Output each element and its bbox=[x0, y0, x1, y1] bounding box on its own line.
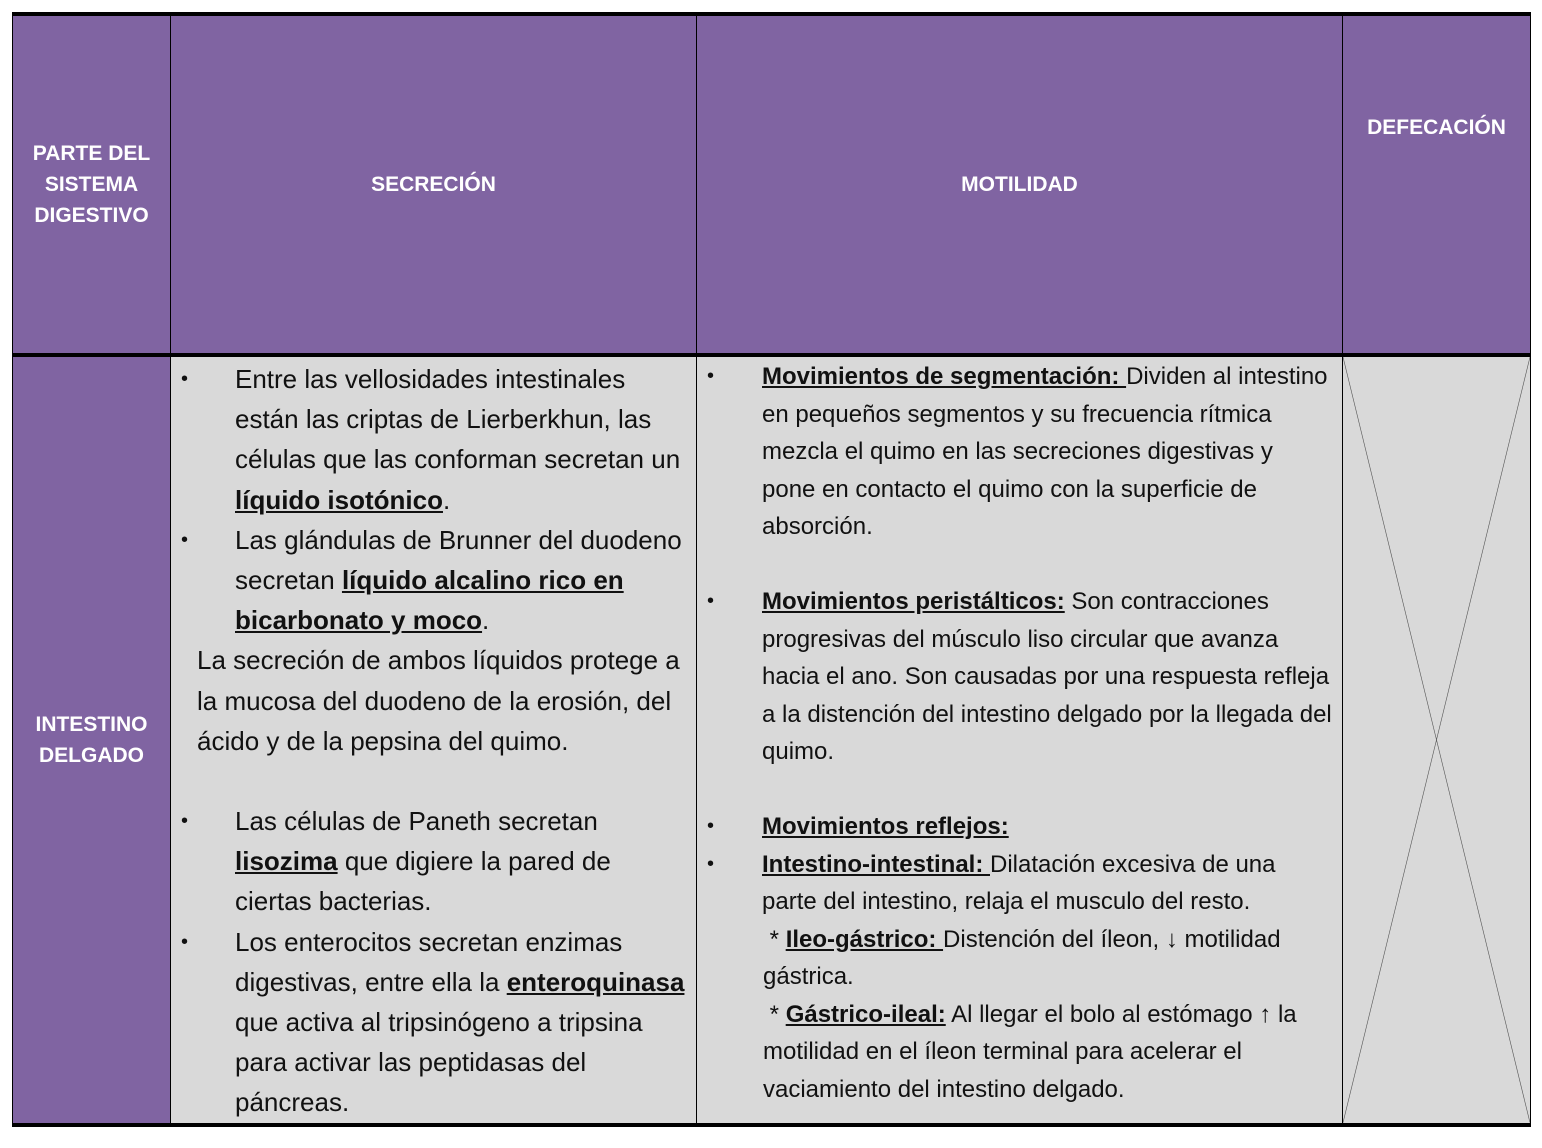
secretion-item-2 bbox=[171, 520, 696, 641]
motility-peristaltic bbox=[697, 583, 1342, 771]
motility-peristaltic-text: Son contracciones progresivas del músculo liso circular que avanza hacia el ano. Son causadas por una respuesta refleja a la distención del intestino delgado por la llegada del quimo. bbox=[762, 588, 1332, 765]
bullet-icon: • bbox=[707, 815, 715, 837]
secretion-item-4-bold: enteroquinasa bbox=[506, 966, 685, 997]
motility-gastrico-ileal-title: Gástrico-ileal: bbox=[785, 1000, 946, 1028]
secretion-item-2-text: Las glándulas de Brunner del duodeno secretan bbox=[235, 524, 682, 596]
bullet-icon: • bbox=[707, 590, 715, 612]
header-row bbox=[13, 14, 1531, 355]
secretion-item-4 bbox=[171, 922, 696, 1123]
motility-gastrico-ileal-text: Al llegar el bolo al estómago ↑ la motilidad en el íleon terminal para acelerar el vaciamiento del intestino delgado. bbox=[763, 1000, 1297, 1103]
part-line-1: INTESTINO bbox=[35, 712, 148, 736]
motility-ileo-gastrico bbox=[697, 921, 1342, 996]
motility-reflexes-title: Movimientos reflejos: bbox=[762, 813, 1009, 840]
spacer bbox=[171, 761, 696, 801]
secretion-paragraph: La secreción de ambos líquidos protege a la mucosa del duodeno de la erosión, del ácido y de la pepsina del quimo. bbox=[197, 645, 680, 756]
motility-intestino-intestinal-title: Intestino-intestinal: bbox=[762, 850, 990, 878]
bullet-icon: • bbox=[181, 368, 189, 390]
bullet-icon: • bbox=[181, 528, 189, 551]
motility-intestino-intestinal-text: Dilatación excesiva de una parte del intestino, relaja el musculo del resto. bbox=[762, 850, 1276, 915]
motility-reflexes bbox=[697, 808, 1342, 846]
motility-gastrico-ileal bbox=[697, 996, 1342, 1109]
bullet-icon: • bbox=[707, 365, 715, 387]
motility-ileo-gastrico-text: Distención del íleon, ↓ motilidad gástrica. bbox=[763, 925, 1281, 990]
secretion-item-2-after: . bbox=[482, 605, 490, 636]
secretion-item-1-after: . bbox=[442, 484, 451, 515]
secretion-item-3-after: que digiere la pared de ciertas bacterias. bbox=[235, 846, 611, 917]
secretion-item-3-text: Las células de Paneth secretan bbox=[235, 806, 598, 837]
header-part-line-3: DIGESTIVO bbox=[34, 204, 149, 227]
asterisk-icon: * bbox=[763, 1000, 786, 1028]
secretion-item-4-text: Los enterocitos secretan enzimas digestivas, entre ella la bbox=[235, 926, 623, 997]
secretion-item-1 bbox=[171, 359, 696, 520]
motility-segmentation-title: Movimientos de segmentación: bbox=[762, 363, 1127, 390]
secretion-item-3-bold: lisozima bbox=[235, 846, 338, 877]
cell-defecation-empty bbox=[1343, 355, 1531, 1125]
header-part-line-1: PARTE DEL bbox=[32, 142, 151, 165]
cell-part bbox=[13, 355, 171, 1125]
bullet-icon: • bbox=[181, 930, 189, 953]
motility-segmentation bbox=[697, 358, 1342, 546]
asterisk-icon: * bbox=[763, 925, 786, 953]
secretion-item-2-bold: líquido alcalino rico en bicarbonato y moco bbox=[235, 565, 624, 636]
bullet-icon: • bbox=[181, 810, 189, 833]
motility-segmentation-text: Dividen al intestino en pequeños segmentos y su frecuencia rítmica mezcla el quimo en las secreciones digestivas y pone en contacto el quimo con la superficie de absorción. bbox=[762, 363, 1328, 540]
secretion-item-4-after: que activa al tripsinógeno a tripsina para activar las peptidasas del páncreas. bbox=[235, 1007, 643, 1118]
header-defecation: DEFECACIÓN bbox=[1343, 14, 1531, 355]
header-part-line-2: SISTEMA bbox=[44, 173, 139, 196]
header-motility: MOTILIDAD bbox=[697, 14, 1343, 355]
bullet-icon: • bbox=[707, 852, 715, 875]
cell-secretion bbox=[171, 355, 697, 1125]
spacer bbox=[697, 546, 1342, 584]
header-part bbox=[13, 14, 171, 355]
motility-peristaltic-title: Movimientos peristálticos: bbox=[762, 588, 1065, 615]
physiology-table bbox=[12, 12, 1531, 1127]
secretion-item-1-bold: líquido isotónico bbox=[235, 484, 443, 515]
cross-out-icon bbox=[1343, 357, 1530, 1123]
body-row bbox=[13, 355, 1531, 1125]
secretion-item-3 bbox=[171, 801, 696, 922]
motility-intestino-intestinal bbox=[697, 846, 1342, 921]
cell-motility bbox=[697, 355, 1343, 1125]
motility-ileo-gastrico-title: Ileo-gástrico: bbox=[785, 925, 944, 953]
part-line-2: DELGADO bbox=[39, 743, 144, 767]
secretion-item-1-text: Entre las vellosidades intestinales están las criptas de Lierberkhun, las células que las conforman secretan un bbox=[235, 364, 681, 475]
spacer bbox=[697, 771, 1342, 809]
header-secretion: SECRECIÓN bbox=[171, 14, 697, 355]
